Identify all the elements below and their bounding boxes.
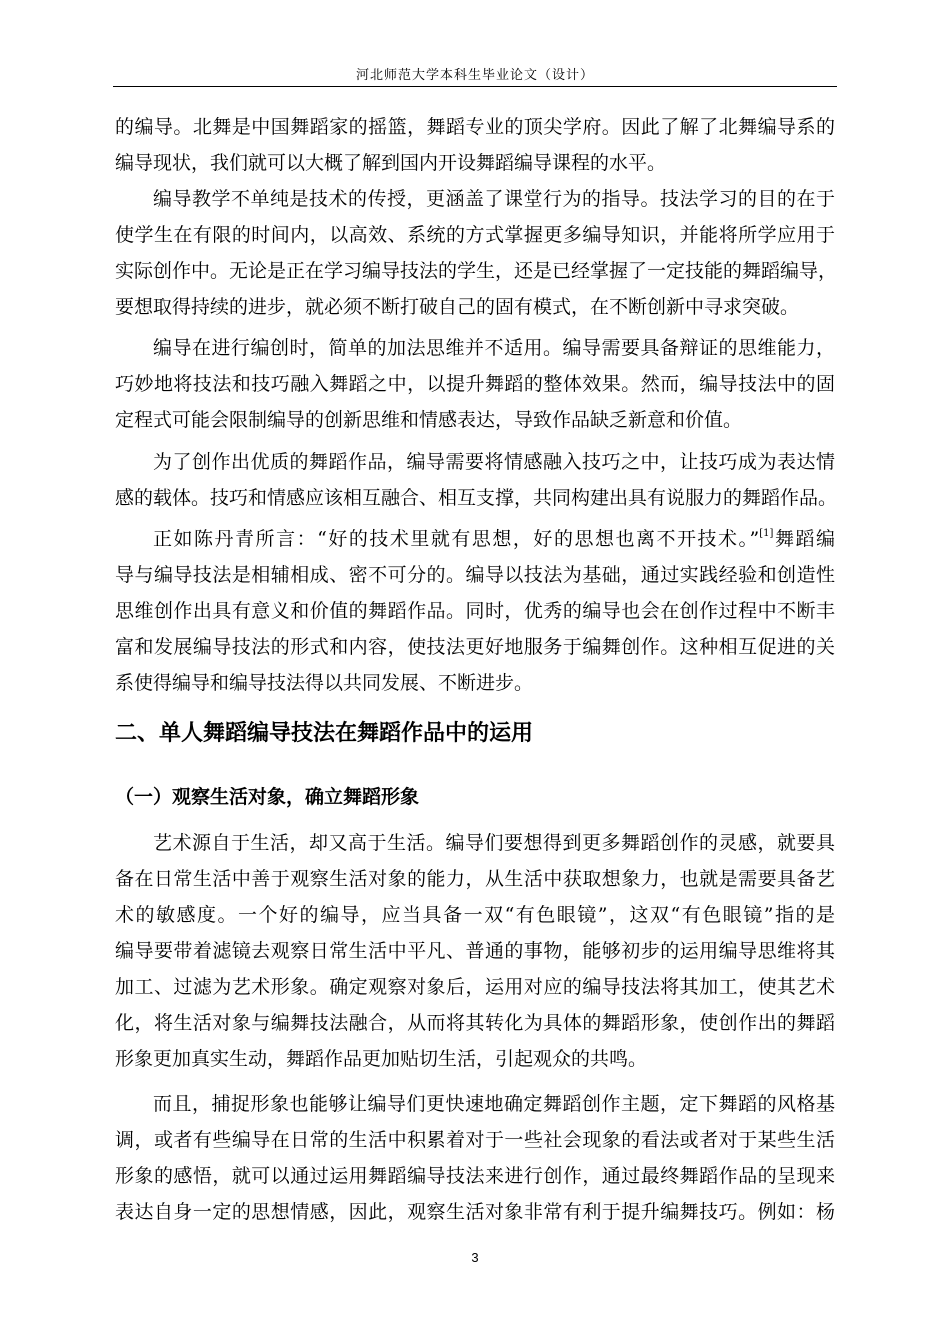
quote-text: 正如陈丹青所言：“好的技术里就有思想，好的思想也离不开技术。” (153, 528, 760, 550)
text-line: 实际创作中。无论是正在学习编导技法的学生，还是已经掌握了一定技能的舞蹈编导， (115, 260, 838, 282)
text-line: 编导要带着滤镜去观察日常生活中平凡、普通的事物，能够初步的运用编导思维将其 (115, 940, 835, 962)
text-line: 定程式可能会限制编导的创新思维和情感表达，导致作品缺乏新意和价值。 (115, 409, 743, 431)
section-heading: 二、单人舞蹈编导技法在舞蹈作品中的运用 (115, 721, 534, 746)
text-line: 系使得编导和编导技法得以共同发展、不断进步。 (115, 672, 534, 694)
text-line: 感的载体。技巧和情感应该相互融合、相互支撑，共同构建出具有说服力的舞蹈作品。 (115, 487, 838, 509)
text-line: 表达自身一定的思想情感，因此，观察生活对象非常有利于提升编舞技巧。例如：杨 (115, 1201, 835, 1223)
header-rule (113, 86, 837, 87)
text-line: 富和发展编导技法的形式和内容，使技法更好地服务于编舞创作。这种相互促进的关 (115, 636, 835, 658)
text-line: 加工、过滤为艺术形象。确定观察对象后，运用对应的编导技法将其加工，使其艺术 (115, 976, 835, 998)
text-line: 形象更加真实生动，舞蹈作品更加贴切生活，引起观众的共鸣。 (115, 1048, 648, 1070)
text-line: 化，将生活对象与编舞技法融合，从而将其转化为具体的舞蹈形象，使创作出的舞蹈 (115, 1012, 835, 1034)
page-number: 3 (471, 1250, 479, 1265)
text-line: 而且，捕捉形象也能够让编导们更快速地确定舞蹈创作主题，定下舞蹈的风格基 (153, 1093, 835, 1115)
text-line: 调，或者有些编导在日常的生活中积累着对于一些社会现象的看法或者对于某些生活 (115, 1129, 835, 1151)
text-line: 艺术源自于生活，却又高于生活。编导们要想得到更多舞蹈创作的灵感，就要具 (153, 832, 835, 854)
text-line: 编导现状，我们就可以大概了解到国内开设舞蹈编导课程的水平。 (115, 152, 667, 174)
text-line-with-citation (153, 527, 835, 551)
text-line: 要想取得持续的进步，就必须不断打破自己的固有模式，在不断创新中寻求突破。 (115, 296, 800, 318)
running-header: 河北师范大学本科生毕业论文（设计） (355, 68, 594, 83)
text-line: 巧妙地将技法和技巧融入舞蹈之中，以提升舞蹈的整体效果。然而，编导技法中的固 (115, 373, 835, 395)
text-line: 的编导。北舞是中国舞蹈家的摇篮，舞蹈专业的顶尖学府。因此了解了北舞编导系的 (115, 116, 835, 138)
text-line: 为了创作出优质的舞蹈作品，编导需要将情感融入技巧之中，让技巧成为表达情 (153, 451, 835, 473)
subsection-heading: （一）观察生活对象，确立舞蹈形象 (115, 786, 420, 808)
text-line: 备在日常生活中善于观察生活对象的能力，从生活中获取想象力，也就是需要具备艺 (115, 868, 835, 890)
text-line: 编导在进行编创时，简单的加法思维并不适用。编导需要具备辩证的思维能力， (153, 337, 835, 359)
citation-ref[interactable]: [1] (759, 528, 774, 539)
text-line: 形象的感悟，就可以通过运用舞蹈编导技法来进行创作，通过最终舞蹈作品的呈现来 (115, 1165, 835, 1187)
quote-continuation: 舞蹈编 (773, 528, 835, 550)
text-line: 编导教学不单纯是技术的传授，更涵盖了课堂行为的指导。技法学习的目的在于 (153, 188, 835, 210)
text-line: 术的敏感度。一个好的编导，应当具备一双“有色眼镜”，这双“有色眼镜”指的是 (115, 904, 835, 926)
text-line: 思维创作出具有意义和价值的舞蹈作品。同时，优秀的编导也会在创作过程中不断丰 (115, 600, 835, 622)
text-line: 导与编导技法是相辅相成、密不可分的。编导以技法为基础，通过实践经验和创造性 (115, 564, 835, 586)
text-line: 使学生在有限的时间内，以高效、系统的方式掌握更多编导知识，并能将所学应用于 (115, 224, 835, 246)
